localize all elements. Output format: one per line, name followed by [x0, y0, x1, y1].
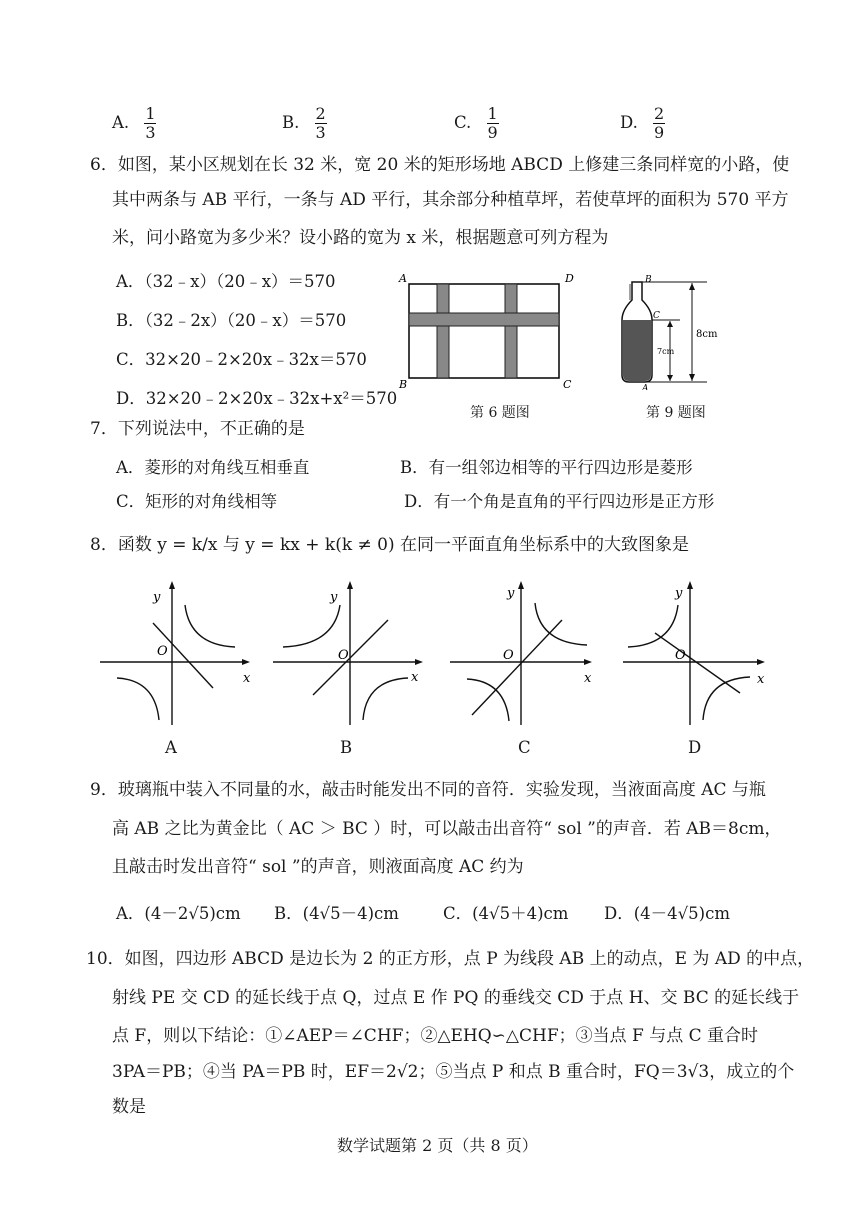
- q9-line-3: 且敲击时发出音符“ sol ”的声音，则液面高度 AC 约为: [112, 857, 524, 877]
- graph-d-y: y: [675, 586, 683, 601]
- q7-option-c: C．矩形的对角线相等: [116, 492, 278, 511]
- q8-caption-d: D: [688, 738, 702, 757]
- graph-a-y: y: [153, 590, 161, 605]
- q6-line-3: 米，问小路宽为多少米？设小路的宽为 x 米，根据题意可列方程为: [112, 228, 609, 248]
- q6-option-a: A．（32﹣x）（20﹣x）＝570: [116, 272, 336, 291]
- q8-caption-a: A: [165, 738, 177, 757]
- q8-graph-a: [95, 575, 255, 735]
- q8-caption-b: B: [340, 738, 353, 757]
- fig9-label-a: A: [642, 384, 649, 390]
- q6-line-2: 其中两条与 AB 平行，一条与 AD 平行，其余部分种植草坪，若使草坪的面积为 570 平方: [112, 190, 789, 210]
- q9-line-2: 高 AB 之比为黄金比（ AC ＞ BC ）时，可以敲击出音符“ sol ”的声音．若 AB＝8cm，: [112, 819, 782, 839]
- q5-option-c: C. $\frac{1}{9}$: [454, 104, 498, 142]
- q9-option-c: C．(4√5＋4)cm: [443, 904, 569, 923]
- graph-d-x: x: [757, 672, 765, 687]
- graph-c-o: O: [503, 648, 514, 663]
- fig6-label-d: D: [565, 272, 574, 285]
- graph-d-o: O: [675, 648, 686, 663]
- q10-line-3: 点 F，则以下结论：①∠AEP＝∠CHF；②△EHQ∽△CHF；③当点 F 与点 C 重合时: [112, 1026, 759, 1046]
- q9-option-d: D．(4－4√5)cm: [604, 904, 730, 923]
- q7-option-a: A．菱形的对角线互相垂直: [116, 458, 310, 477]
- q9-option-b: B．(4√5－4)cm: [274, 904, 399, 923]
- fig9-label-b: B: [645, 275, 652, 285]
- q6-figure-caption: 第 6 题图: [470, 405, 530, 421]
- graph-b-y: y: [330, 590, 338, 605]
- q7-option-d: D．有一个角是直角的平行四边形是正方形: [404, 492, 715, 511]
- q8-graph-c: [447, 575, 607, 735]
- q6-line-1: 6．如图，某小区规划在长 32 米，宽 20 米的矩形场地 ABCD 上修建三条同样宽的小路，使: [90, 155, 790, 175]
- q10-line-5: 数是: [112, 1097, 146, 1117]
- q6-option-c: C．32×20﹣2×20x﹣32x＝570: [116, 350, 367, 369]
- q6-option-b: B．（32﹣2x）（20﹣x）＝570: [116, 311, 347, 330]
- q9-figure: [612, 270, 732, 390]
- q5-option-d: D. $\frac{2}{9}$: [620, 104, 665, 142]
- q9-line-1: 9．玻璃瓶中装入不同量的水，敲击时能发出不同的音符．实验发现，当液面高度 AC 与瓶: [90, 780, 766, 800]
- graph-b-x: x: [411, 670, 419, 685]
- q8-caption-c: C: [518, 738, 531, 757]
- q6-figure: [395, 268, 590, 393]
- fig9-len-7: 7cm: [657, 347, 675, 356]
- fig6-label-a: A: [399, 272, 407, 285]
- q10-line-4: 3PA＝PB；④当 PA＝PB 时，EF＝2√2；⑤当点 P 和点 B 重合时，FQ＝3√3，成立的个: [112, 1062, 795, 1082]
- q5-options: [112, 95, 672, 140]
- q5-option-b: B. $\frac{2}{3}$: [282, 104, 326, 142]
- page-footer: 数学试题第 2 页（共 8 页）: [337, 1136, 538, 1155]
- graph-c-y: y: [507, 586, 515, 601]
- fig9-len-8: 8cm: [696, 329, 718, 340]
- graph-b-o: O: [338, 648, 349, 663]
- q10-line-2: 射线 PE 交 CD 的延长线于点 Q，过点 E 作 PQ 的垂线交 CD 于点 H、交 BC 的延长线于: [112, 988, 800, 1008]
- q6-option-d: D．32×20﹣2×20x﹣32x+x²＝570: [116, 389, 398, 408]
- graph-a-o: O: [157, 644, 168, 659]
- q7-option-b: B．有一组邻边相等的平行四边形是菱形: [400, 458, 693, 477]
- fig6-label-c: C: [563, 378, 572, 391]
- graph-c-x: x: [584, 671, 592, 686]
- graph-a-x: x: [243, 671, 251, 686]
- q8-graph-b: [268, 575, 428, 735]
- q8-stem: 8．函数 y = k/x 与 y = kx + k(k ≠ 0) 在同一平面直角坐标系中的大致图象是: [90, 535, 690, 555]
- q5-option-a: A. $\frac{1}{3}$: [112, 104, 156, 142]
- q7-stem: 7．下列说法中，不正确的是: [90, 419, 305, 439]
- q9-option-a: A．(4－2√5)cm: [116, 904, 241, 923]
- fig9-label-c: C: [653, 311, 660, 321]
- q9-figure-caption: 第 9 题图: [646, 405, 706, 421]
- fig6-label-b: B: [399, 378, 408, 391]
- q10-line-1: 10．如图，四边形 ABCD 是边长为 2 的正方形，点 P 为线段 AB 上的动点，E 为 AD 的中点，: [86, 949, 815, 969]
- q8-graph-d: [620, 575, 780, 735]
